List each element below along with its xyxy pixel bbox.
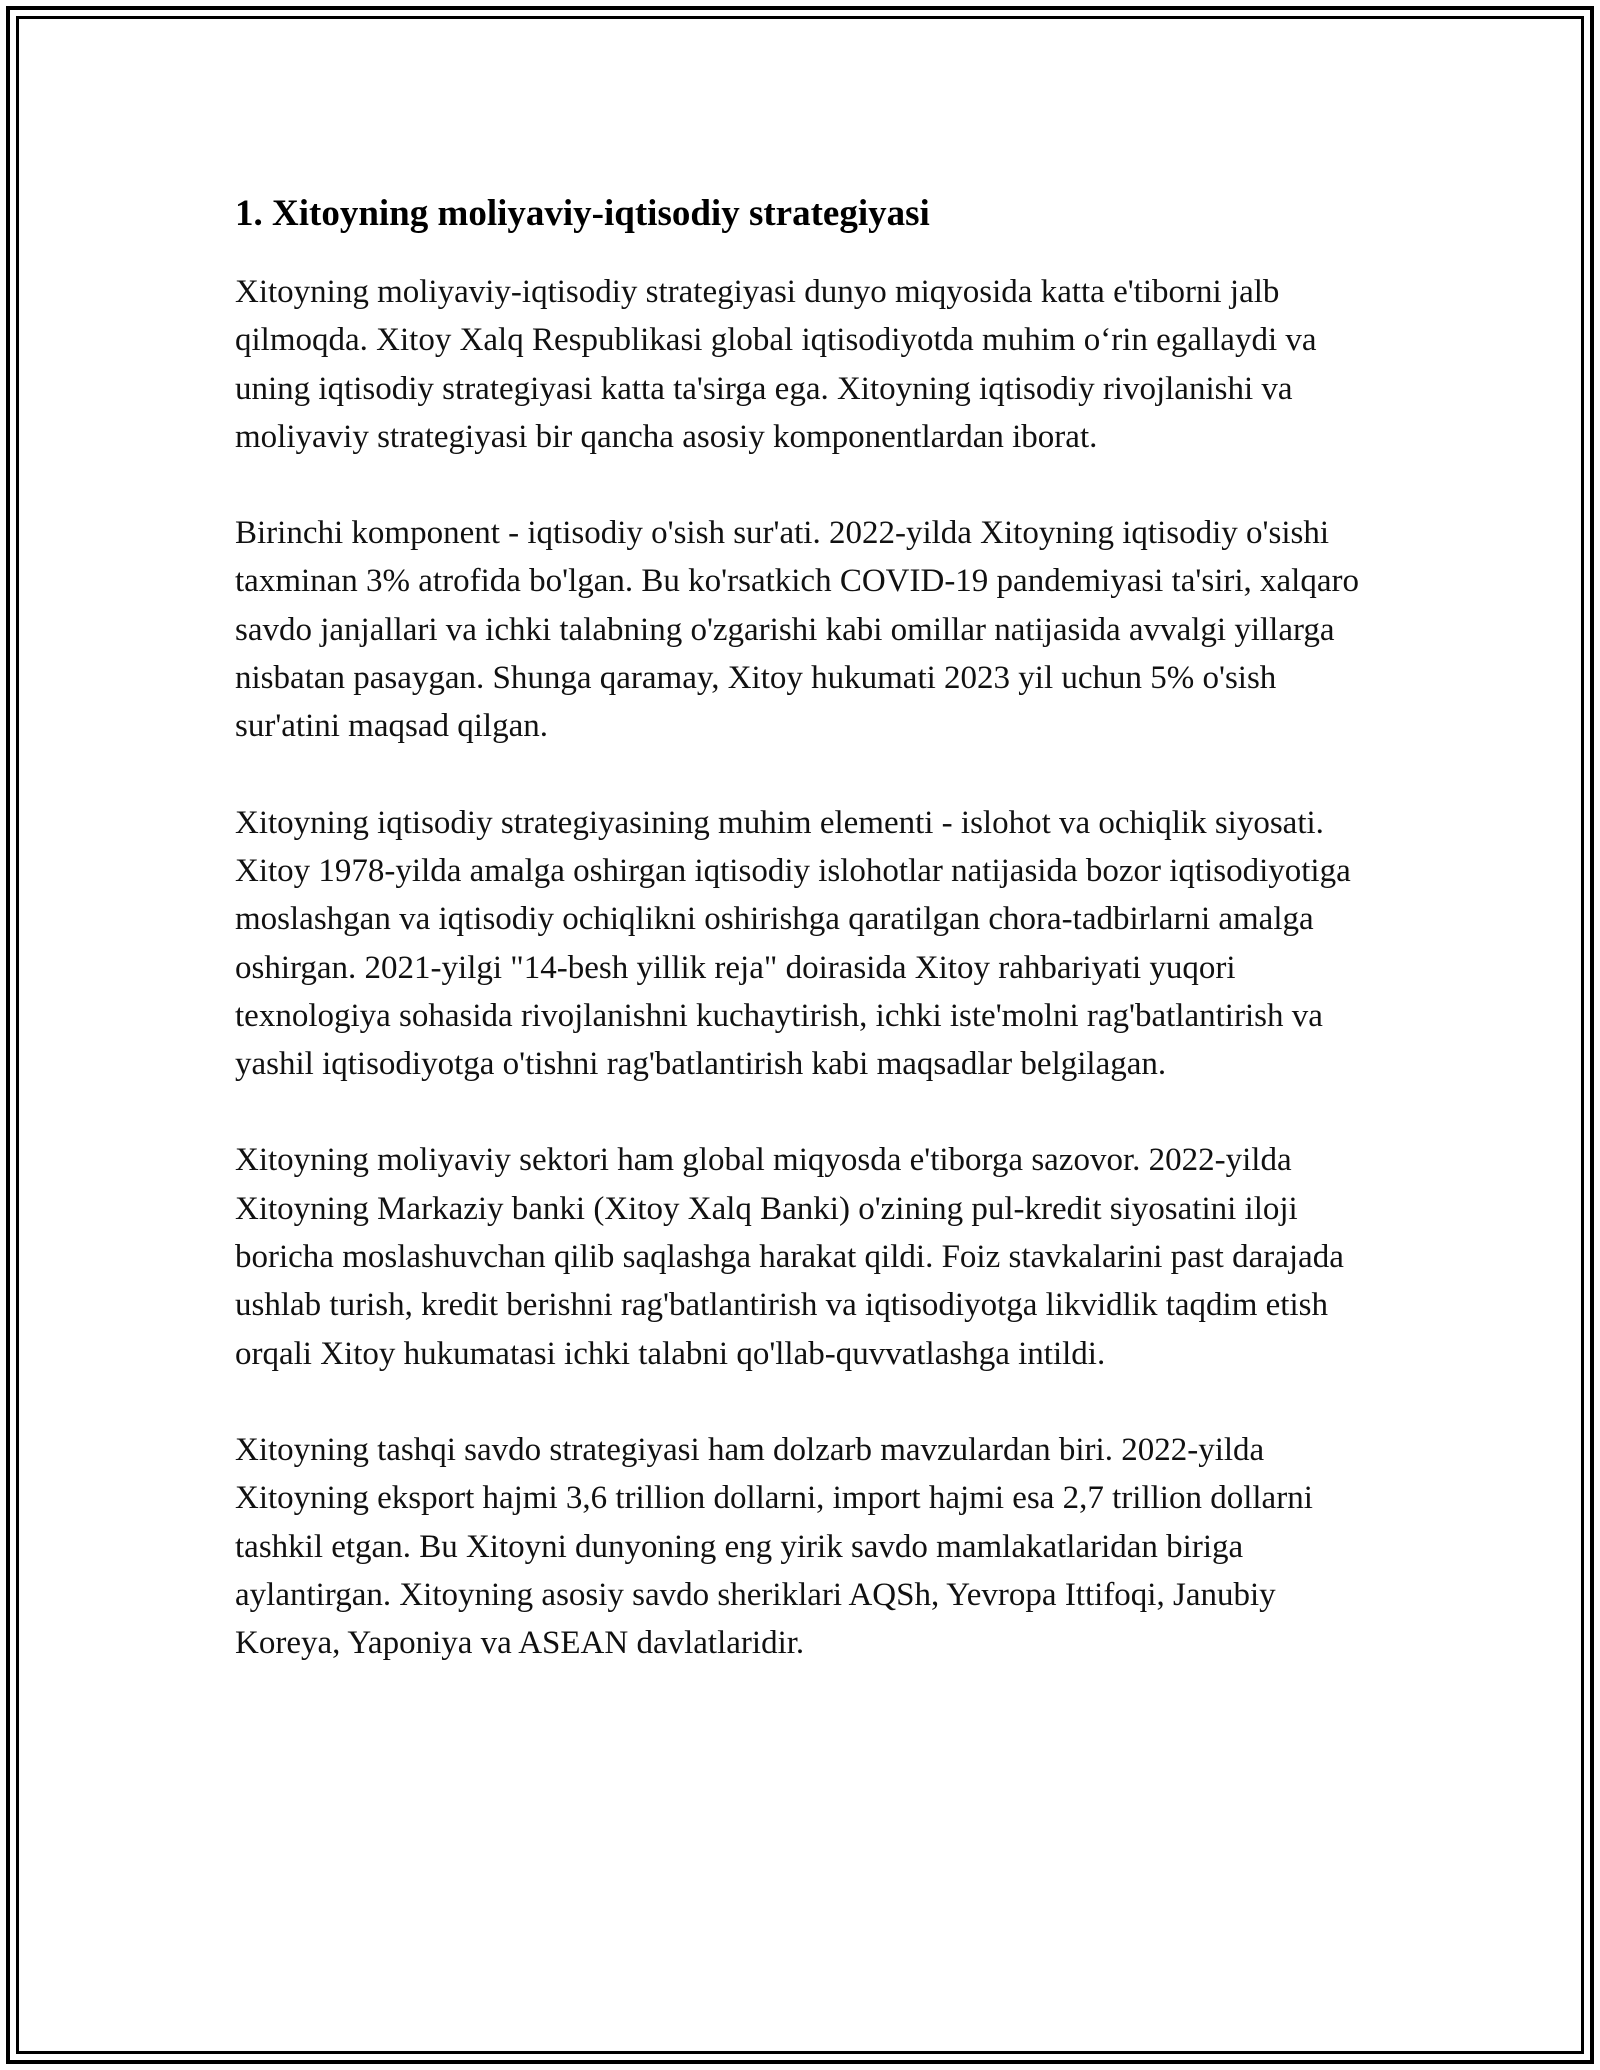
paragraph-economic-growth: Birinchi komponent - iqtisodiy o'sish sur'ati. 2022-yilda Xitoyning iqtisodiy o'sishi taxminan 3% atrofida bo'lgan. Bu ko'rsatkich COVID-19 pandemiyasi ta'siri, xalqaro savdo janjallari va ichki talabning o'zgarishi kabi omillar natijasida avvalgi yillarga nisbatan pasaygan. Shunga qaramay, Xitoy hukumati 2023 yil uchun 5% o'sish sur'atini maqsad qilgan. bbox=[235, 515, 1359, 745]
document-title: 1. Xitoyning moliyaviy-iqtisodiy strategiyasi bbox=[235, 193, 930, 234]
paragraph-foreign-trade: Xitoyning tashqi savdo strategiyasi ham dolzarb mavzulardan biri. 2022-yilda Xitoyning eksport hajmi 3,6 trillion dollarni, import hajmi esa 2,7 trillion dollarni tashkil etgan. Bu Xitoyni dunyoning eng yirik savdo mamlakatlaridan biriga aylantirgan. Xitoyning asosiy savdo sheriklari AQSh, Yevropa Ittifoqi, Janubiy Koreya, Yaponiya va ASEAN davlatlaridir. bbox=[235, 1431, 1313, 1662]
paragraph-intro: Xitoyning moliyaviy-iqtisodiy strategiyasi dunyo miqyosida katta e'tiborni jalb qilmoqda. Xitoy Xalq Respublikasi global iqtisodiyotda muhim o‘rin egallaydi va uning iqtisodiy strategiyasi katta ta'sirga ega. Xitoyning iqtisodiy rivojlanishi va moliyaviy strategiyasi bir qancha asosiy komponentlardan iborat. bbox=[235, 274, 1317, 455]
paragraph-reform-policy: Xitoyning iqtisodiy strategiyasining muhim elementi - islohot va ochiqlik siyosati. Xitoy 1978-yilda amalga oshirgan iqtisodiy islohotlar natijasida bozor iqtisodiyotiga moslashgan va iqtisodiy ochiqlikni oshirishga qaratilgan chora-tadbirlarni amalga oshirgan. 2021-yilgi "14-besh yillik reja" doirasida Xitoy rahbariyati yuqori texnologiya sohasida rivojlanishni kuchaytirish, ichki iste'molni rag'batlantirish va yashil iqtisodiyotga o'tishni rag'batlantirish kabi maqsadlar belgilagan. bbox=[235, 804, 1351, 1083]
paragraph-financial-sector: Xitoyning moliyaviy sektori ham global miqyosda e'tiborga sazovor. 2022-yilda Xitoyning Markaziy banki (Xitoy Xalq Banki) o'zining pul-kredit siyosatini iloji boricha moslashuvchan qilib saqlashga harakat qildi. Foiz stavkalarini past darajada ushlab turish, kredit berishni rag'batlantirish va iqtisodiyotga likvidlik taqdim etish orqali Xitoy hukumatasi ichki talabni qo'llab-quvvatlashga intildi. bbox=[235, 1142, 1344, 1372]
document-body bbox=[235, 188, 1385, 1715]
